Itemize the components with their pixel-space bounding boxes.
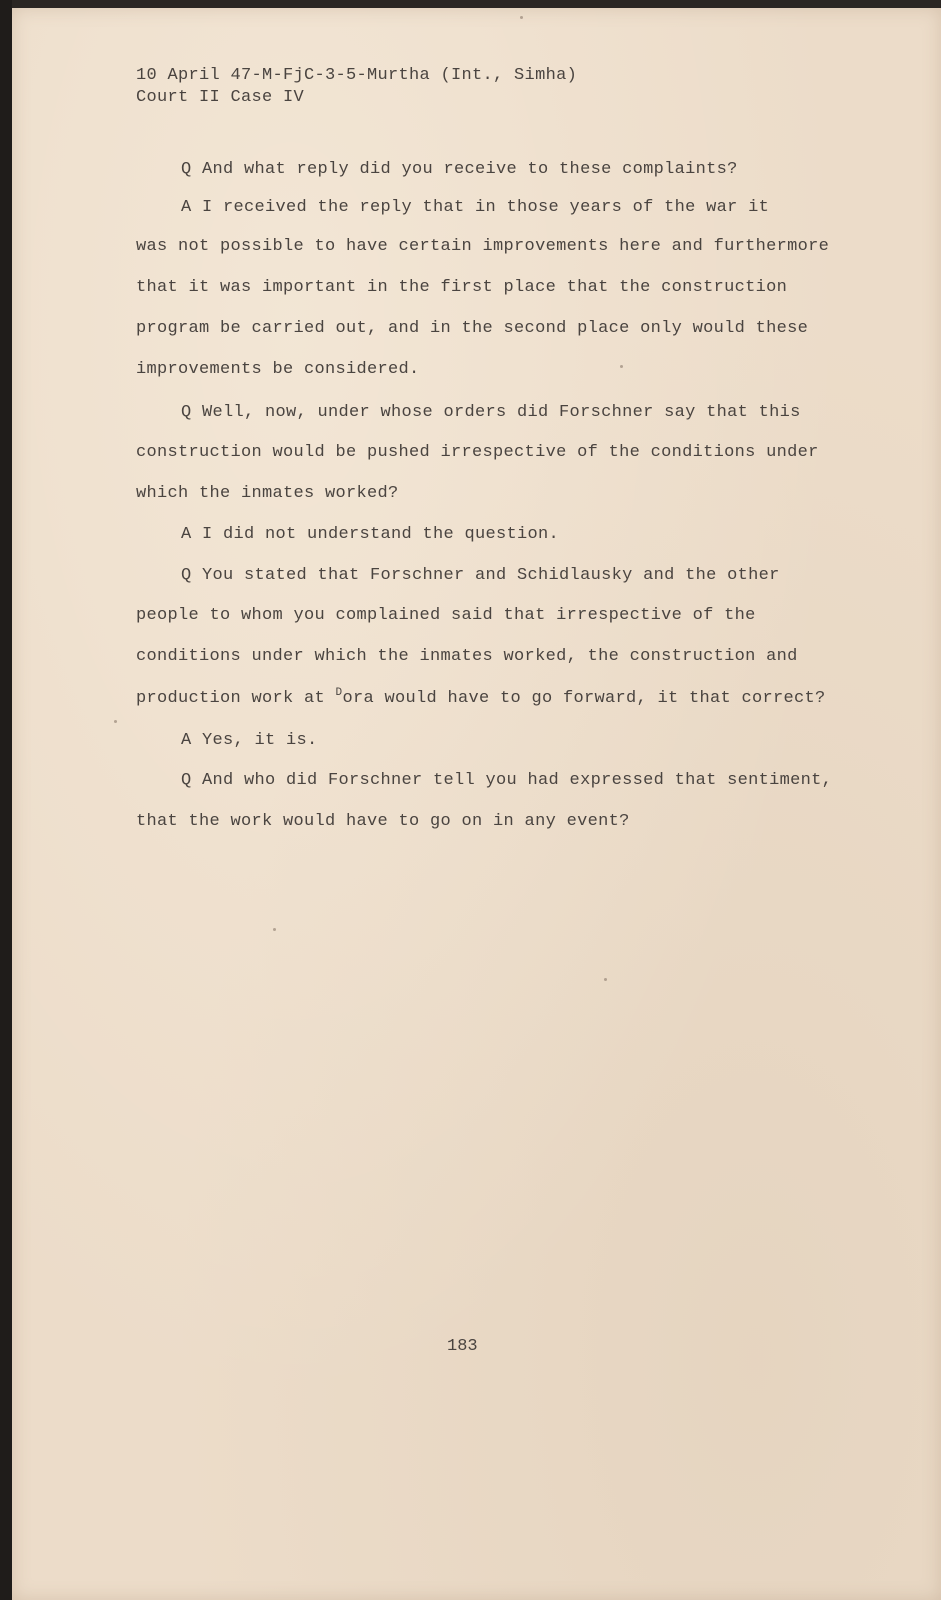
transcript-line: construction would be pushed irrespective of the conditions under (136, 443, 819, 462)
transcript-line-end: ora would have to go forward, it that correct? (342, 689, 826, 708)
superscript-letter: D (335, 687, 343, 699)
transcript-line (136, 689, 826, 708)
header-reference-line: 10 April 47-M-FjC-3-5-Murtha (Int., Simha) (136, 66, 578, 85)
transcript-line: Q And what reply did you receive to these complaints? (181, 160, 738, 179)
transcript-line-start: production work at (136, 689, 336, 708)
transcript-line: which the inmates worked? (136, 484, 399, 503)
transcript-line: was not possible to have certain improvements here and furthermore (136, 237, 830, 256)
transcript-line: people to whom you complained said that irrespective of the (136, 606, 756, 625)
paper-speck (604, 978, 607, 981)
scan-left-edge (0, 0, 12, 1600)
paper-speck (520, 16, 523, 19)
transcript-line: program be carried out, and in the second place only would these (136, 319, 809, 338)
header-court-case-line: Court II Case IV (136, 88, 305, 107)
paper-speck (620, 365, 623, 368)
scan-top-edge (0, 0, 941, 8)
transcript-line: that it was important in the first place that the construction (136, 278, 788, 297)
transcript-line: A I received the reply that in those years of the war it (181, 198, 770, 217)
transcript-line: Q You stated that Forschner and Schidlausky and the other (181, 566, 780, 585)
transcript-line: A Yes, it is. (181, 731, 318, 750)
paper-speck (114, 720, 117, 723)
transcript-line: Q And who did Forschner tell you had expressed that sentiment, (181, 771, 833, 790)
transcript-line: improvements be considered. (136, 360, 420, 379)
transcript-line: Q Well, now, under whose orders did Forschner say that this (181, 403, 801, 422)
paper-speck (273, 928, 276, 931)
transcript-line: that the work would have to go on in any event? (136, 812, 630, 831)
transcript-line: A I did not understand the question. (181, 525, 560, 544)
page-number: 183 (447, 1337, 478, 1356)
transcript-line: conditions under which the inmates worked, the construction and (136, 647, 798, 666)
